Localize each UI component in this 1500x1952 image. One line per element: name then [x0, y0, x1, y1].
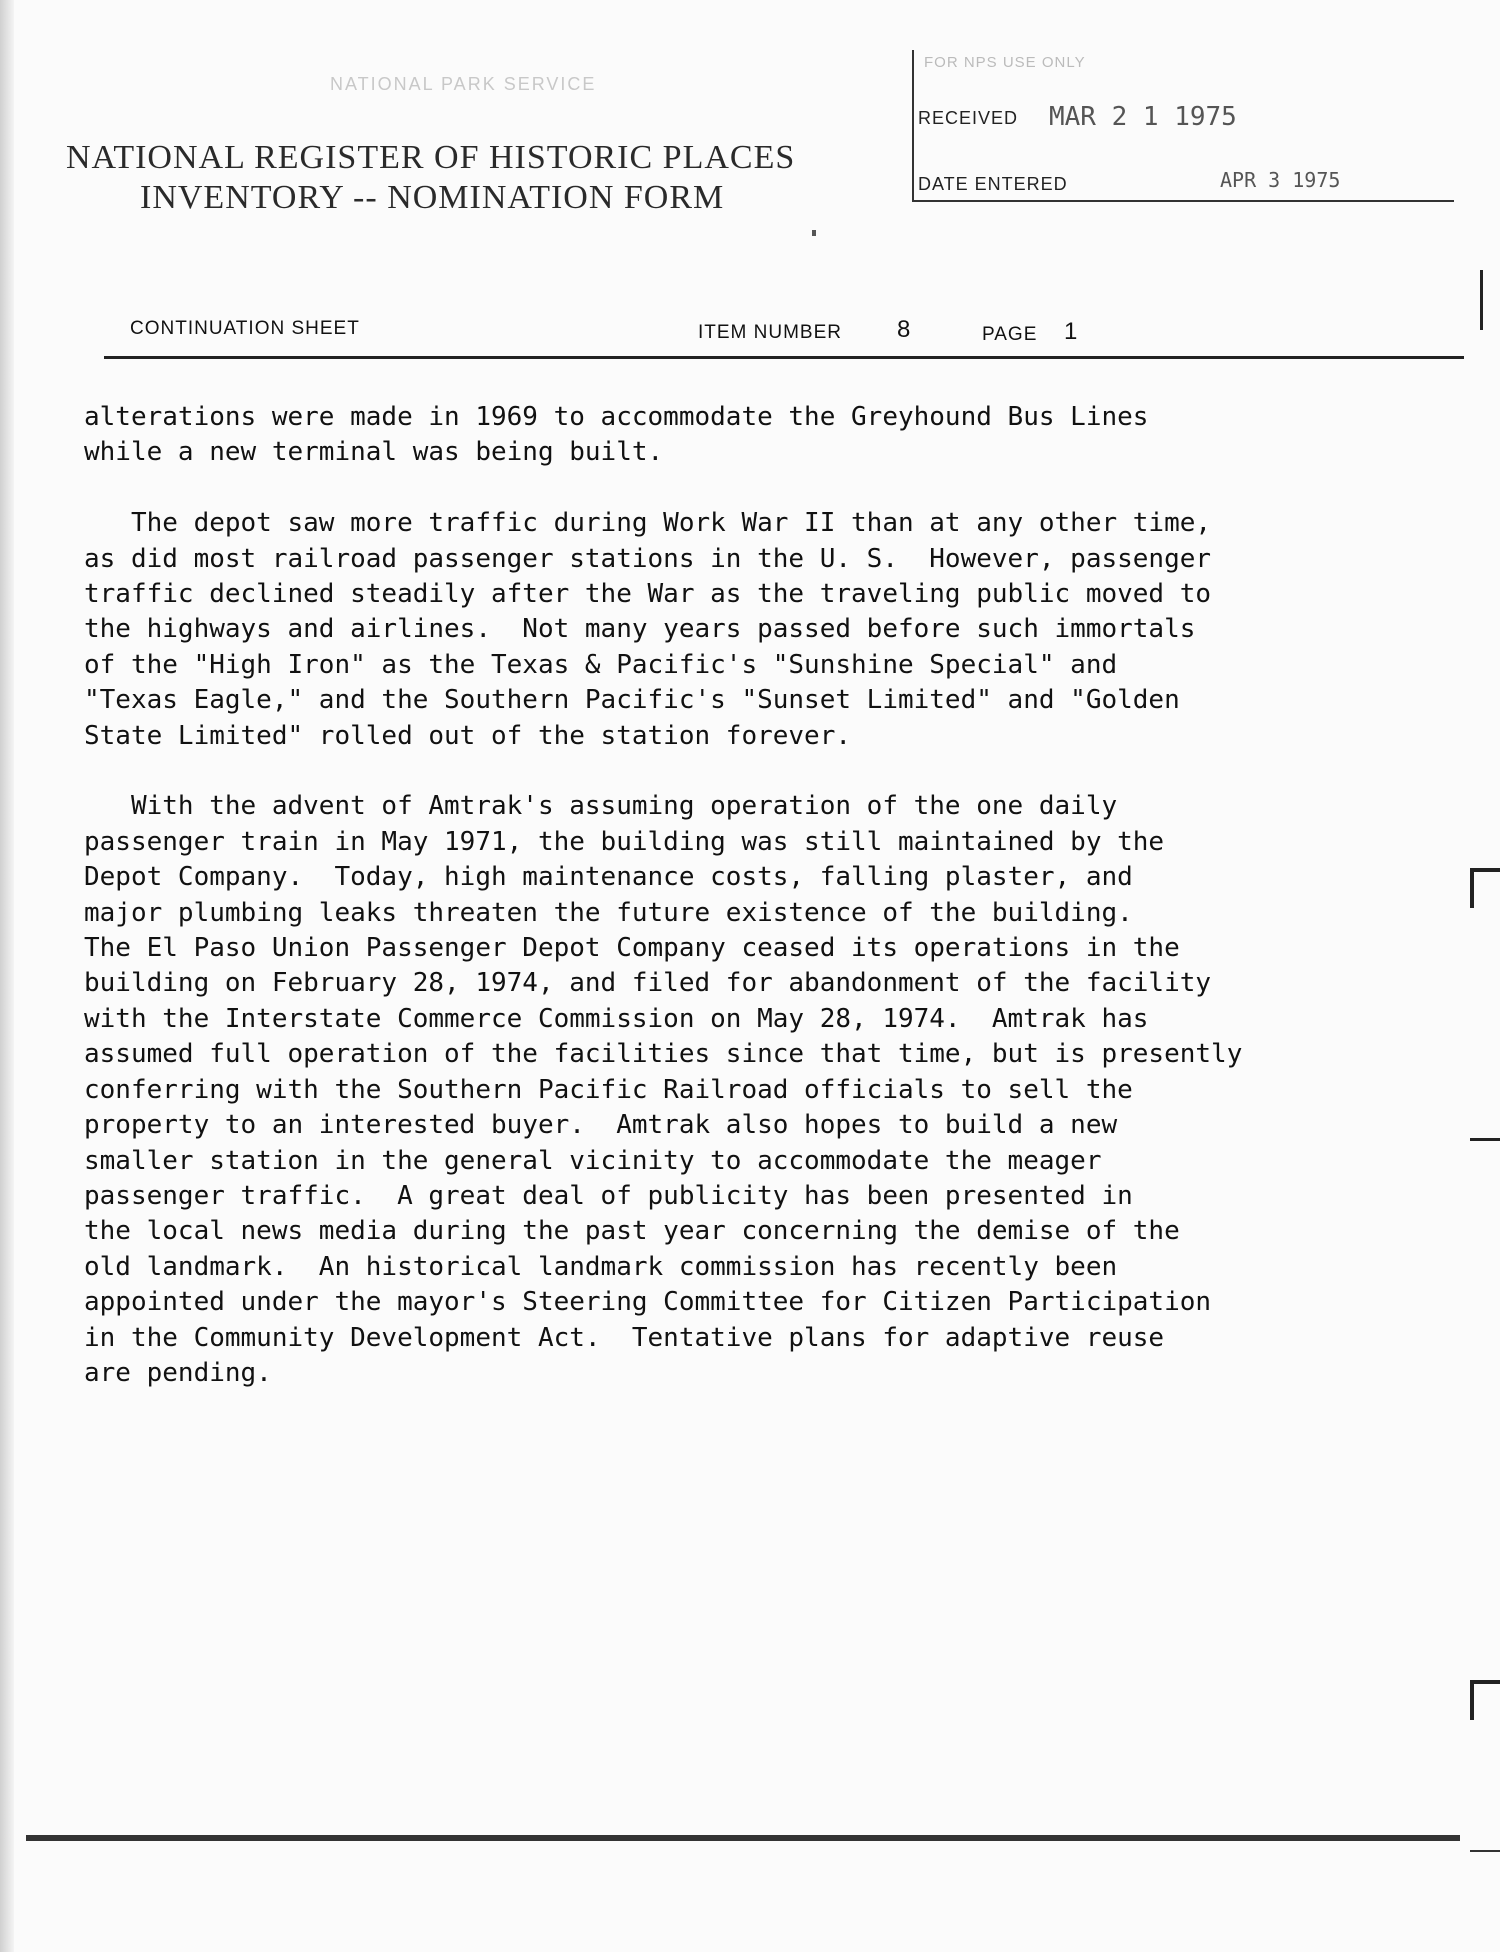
- body-line: major plumbing leaks threaten the future existence of the building.: [84, 897, 1133, 928]
- body-line: Depot Company. Today, high maintenance costs, falling plaster, and: [84, 862, 1133, 893]
- margin-mark: [1470, 1138, 1500, 1141]
- speck-mark: [812, 230, 816, 236]
- body-line: conferring with the Southern Pacific Railroad officials to sell the: [84, 1074, 1133, 1105]
- margin-mark: [1480, 270, 1483, 330]
- body-line: State Limited" rolled out of the station forever.: [84, 720, 852, 751]
- body-line: are pending.: [84, 1357, 272, 1388]
- item-number-value: 8: [897, 316, 912, 343]
- body-line: the local news media during the past year concerning the demise of the: [84, 1216, 1180, 1247]
- body-text: [84, 400, 1464, 1391]
- form-title: [66, 138, 886, 218]
- use-only-caption: FOR NPS USE ONLY: [924, 54, 1086, 71]
- header-rule: [104, 356, 1464, 359]
- body-line: smaller station in the general vicinity to accommodate the meager: [84, 1145, 1102, 1176]
- margin-mark: [1470, 868, 1500, 872]
- received-label: RECEIVED: [918, 108, 1019, 128]
- body-line: "Texas Eagle," and the Southern Pacific's "Sunset Limited" and "Golden: [84, 685, 1180, 716]
- item-number-label: ITEM NUMBER: [698, 322, 842, 343]
- body-line: old landmark. An historical landmark commission has recently been: [84, 1251, 1118, 1282]
- received-date-stamp: MAR 2 1 1975: [1049, 102, 1237, 132]
- body-line: appointed under the mayor's Steering Committee for Citizen Participation: [84, 1287, 1212, 1318]
- body-line: property to an interested buyer. Amtrak also hopes to build a new: [84, 1110, 1118, 1141]
- body-line: while a new terminal was being built.: [84, 437, 664, 468]
- body-line: With the advent of Amtrak's assuming operation of the one daily: [84, 791, 1118, 822]
- margin-mark: [1470, 868, 1474, 908]
- footer-rule: [26, 1835, 1460, 1841]
- date-entered-stamp: APR 3 1975: [1220, 168, 1341, 192]
- paragraph-gap: [84, 754, 1464, 789]
- body-line: alterations were made in 1969 to accommodate the Greyhound Bus Lines: [84, 402, 1149, 432]
- body-line: The depot saw more traffic during Work War II than at any other time,: [84, 508, 1212, 539]
- body-line: with the Interstate Commerce Commission on May 28, 1974. Amtrak has: [84, 1003, 1149, 1034]
- body-line: of the "High Iron" as the Texas & Pacific's "Sunshine Special" and: [84, 649, 1118, 680]
- agency-name: NATIONAL PARK SERVICE: [330, 74, 597, 94]
- scan-edge: [0, 0, 14, 1952]
- paragraph-gap: [84, 471, 1464, 506]
- body-line: passenger traffic. A great deal of publicity has been presented in: [84, 1180, 1133, 1211]
- nps-use-only-box: [912, 50, 1454, 202]
- margin-mark: [1470, 1680, 1500, 1684]
- form-title-line1: NATIONAL REGISTER OF HISTORIC PLACES: [66, 139, 796, 176]
- page-number-value: 1: [1064, 318, 1079, 345]
- continuation-sheet-label: CONTINUATION SHEET: [130, 318, 360, 339]
- body-line: passenger train in May 1971, the building was still maintained by the: [84, 826, 1165, 857]
- body-line: assumed full operation of the facilities since that time, but is presently: [84, 1039, 1243, 1070]
- date-entered-label: DATE ENTERED: [918, 174, 1068, 194]
- body-line: as did most railroad passenger stations in the U. S. However, passenger: [84, 543, 1212, 574]
- margin-mark: [1470, 1680, 1474, 1720]
- page-label: PAGE: [982, 324, 1038, 345]
- body-line: in the Community Development Act. Tentative plans for adaptive reuse: [84, 1322, 1165, 1353]
- body-line: building on February 28, 1974, and filed for abandonment of the facility: [84, 968, 1212, 999]
- body-line: the highways and airlines. Not many years passed before such immortals: [84, 614, 1196, 645]
- body-line: The El Paso Union Passenger Depot Company ceased its operations in the: [84, 933, 1180, 964]
- body-line: traffic declined steadily after the War as the traveling public moved to: [84, 579, 1212, 610]
- footer-rule-fragment: [1470, 1850, 1500, 1852]
- form-title-line2: INVENTORY -- NOMINATION FORM: [140, 179, 725, 216]
